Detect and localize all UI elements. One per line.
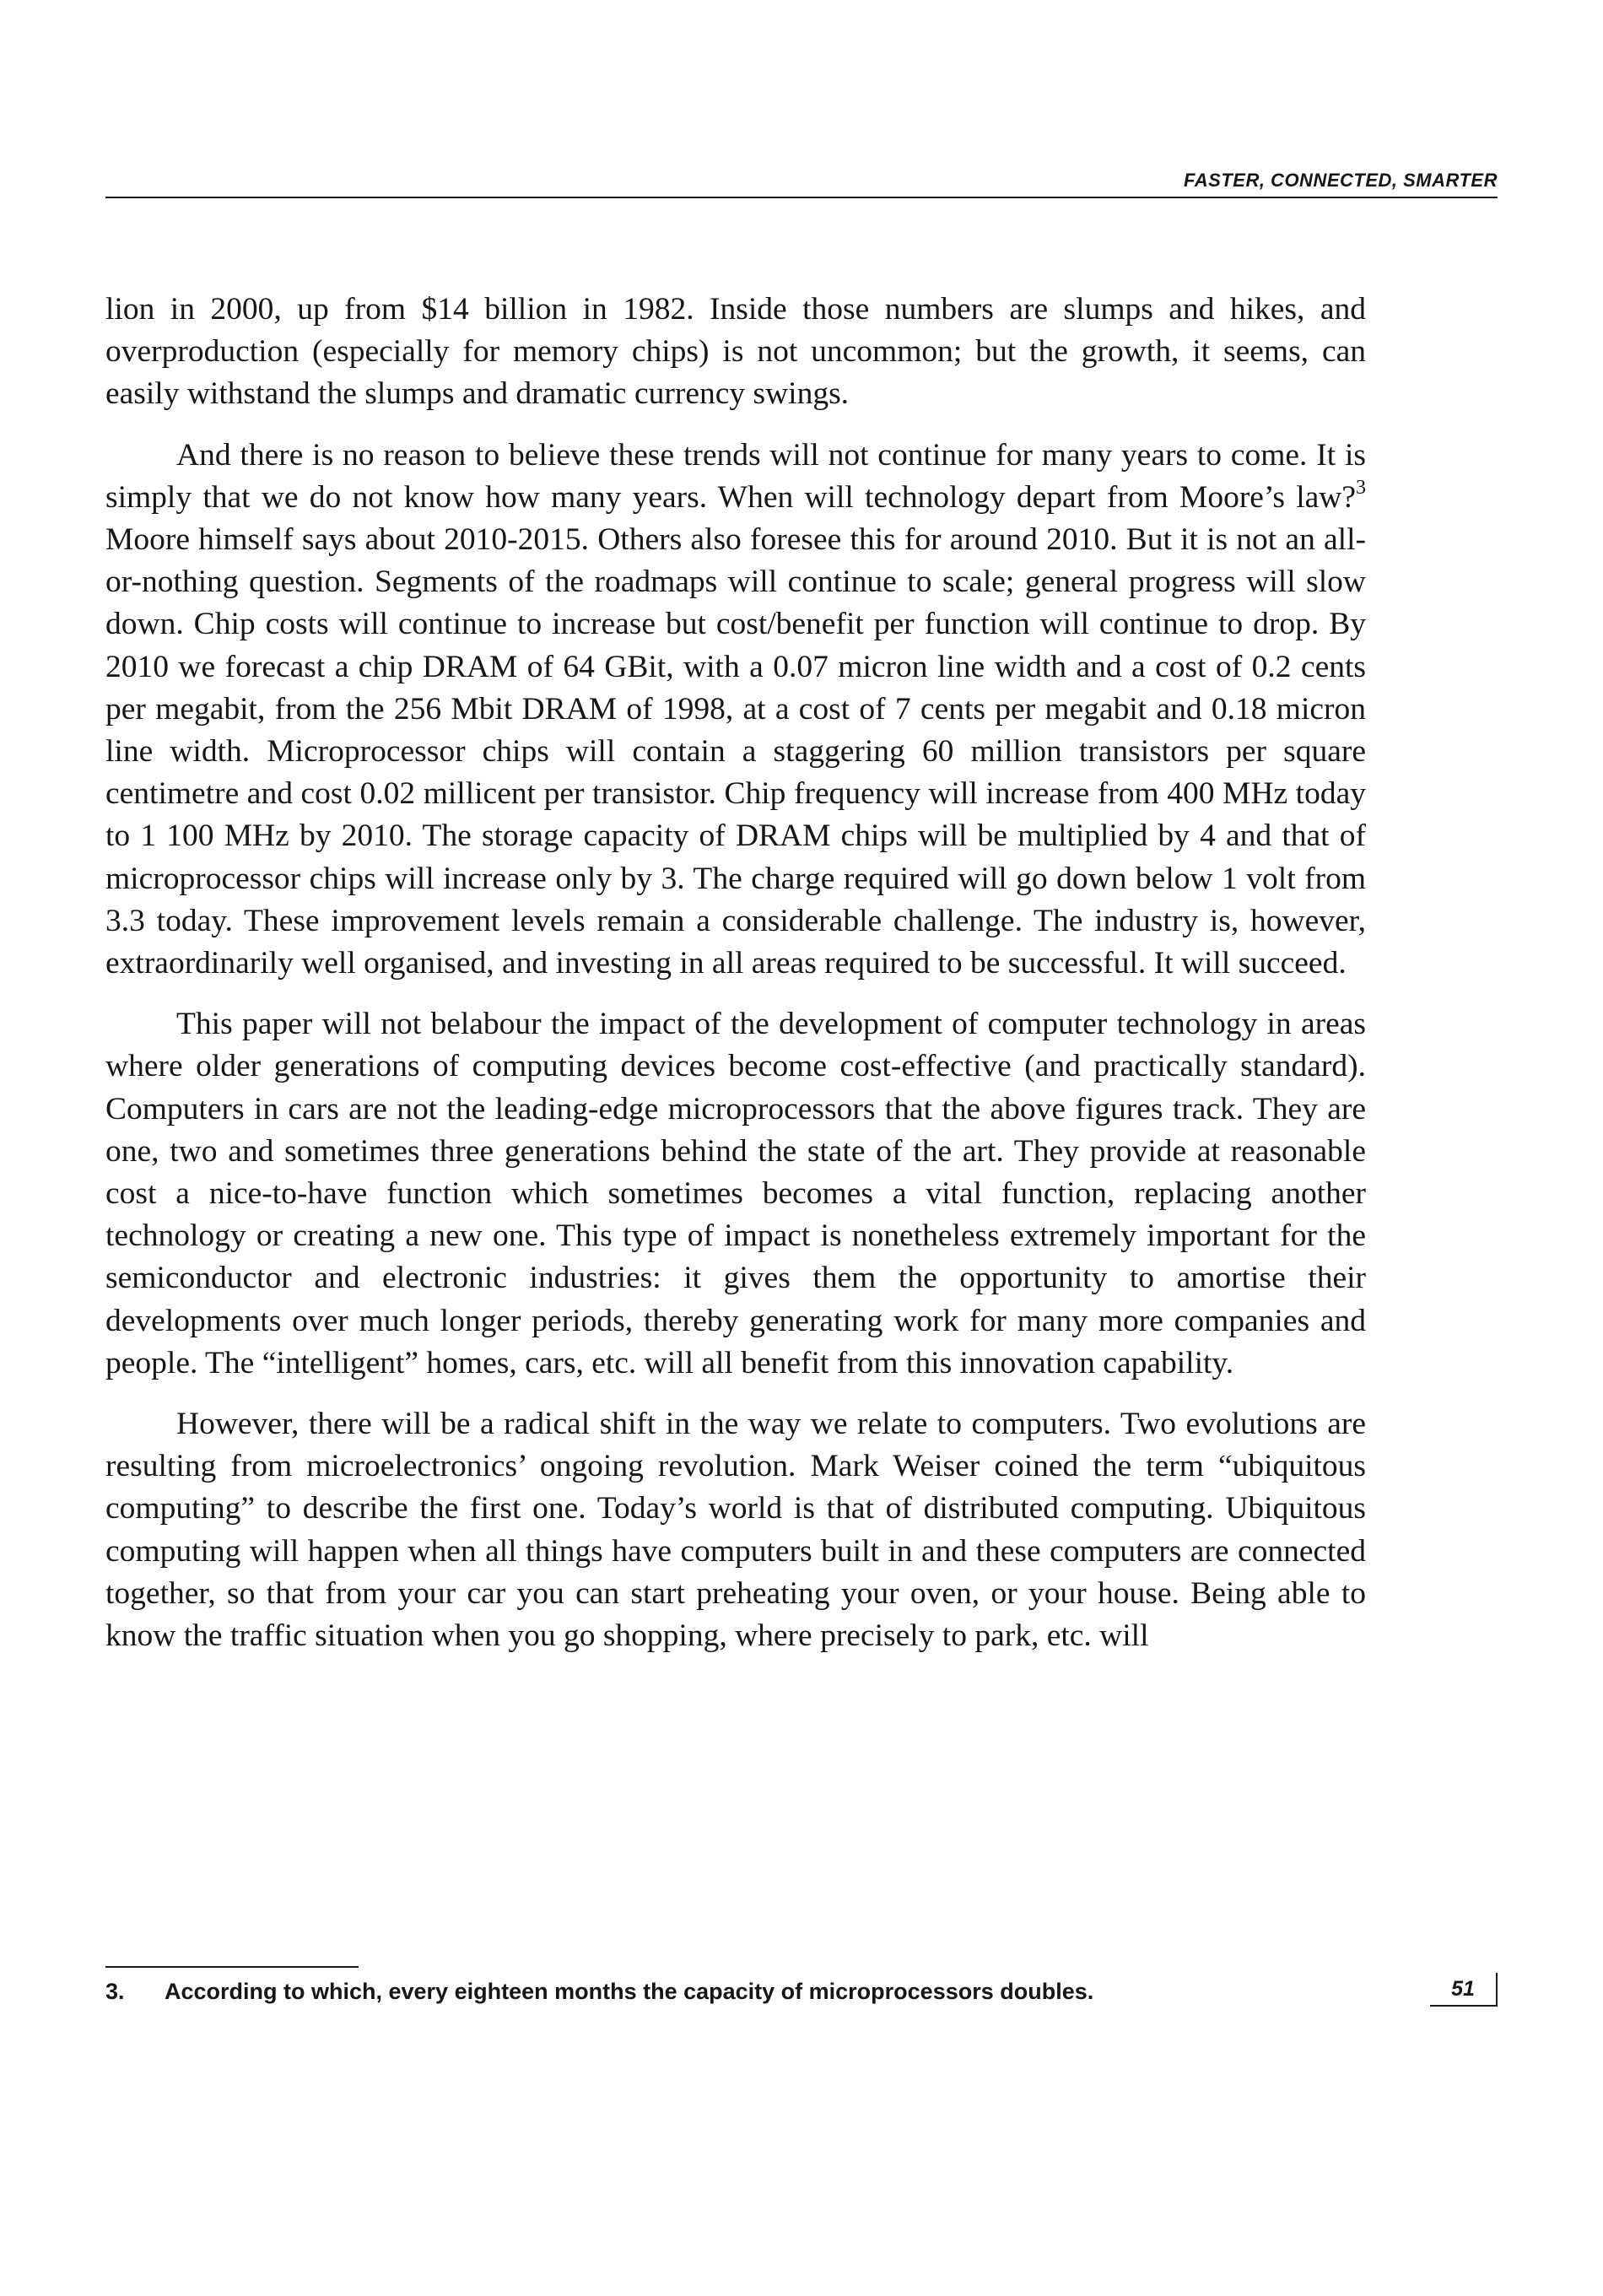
running-head: FASTER, CONNECTED, SMARTER	[1184, 170, 1498, 191]
footnote-number: 3.	[105, 1979, 125, 2004]
page-number: 51	[1430, 1973, 1498, 2007]
paragraph-4: However, there will be a radical shift in the way we relate to computers. Two evolutions are resulting from microelectronics’ ongoing revolution. Mark Weiser coined the term “ubiquitous computing” to describe the first one. Today’s world is that of distributed computing. Ubiquitous computing will happen when all things have computers built in and these computers are connected together, so that from your car you can start preheating your oven, or your house. Being able to know the traffic situation when you go shopping, where precisely to park, etc. will	[105, 1407, 1366, 1654]
header-rule	[105, 197, 1498, 198]
footnote	[105, 1976, 1329, 2007]
paragraph-2	[105, 435, 1366, 986]
paragraph-1: lion in 2000, up from $14 billion in 1982. Inside those numbers are slumps and hikes, and overproduction (especially for memory chips) is not uncommon; but the growth, it seems, can easily withstand the slumps and dramatic currency swings.	[105, 292, 1366, 412]
footnote-reference-3[interactable]: 3	[1356, 477, 1366, 500]
footnote-rule	[105, 1966, 359, 1968]
footnote-text: According to which, every eighteen months the capacity of microprocessors doubles.	[165, 1979, 1094, 2004]
paragraph-2-text-a: And there is no reason to believe these trends will not continue for many years to come. It is simply that we do not know how many years. When will technology depart from Moore’s law?	[105, 437, 1366, 515]
paragraph-3: This paper will not belabour the impact of the development of computer technology in areas where older generations of computing devices become cost-effective (and practically standard). Computers in cars are not the leading-edge microprocessors that the above figures track. They are one, two and sometimes three generations behind the state of the art. They provide at reasonable cost a nice-to-have function which sometimes becomes a vital function, replacing another technology or creating a new one. This type of impact is nonetheless extremely important for the semiconductor and electronic industries: it gives them the opportunity to amortise their developments over much longer periods, thereby generating work for many more companies and people. The “intelligent” homes, cars, etc. will all benefit from this innovation capability.	[105, 1007, 1366, 1380]
body-text	[105, 289, 1366, 1676]
paragraph-2-text-b: Moore himself says about 2010-2015. Others also foresee this for around 2010. But it is not an all-or-nothing question. Segments of the roadmaps will continue to scale; general progress will slow down. Chip costs will continue to increase but cost/benefit per function will continue to drop. By 2010 we forecast a chip DRAM of 64 GBit, with a 0.07 micron line width and a cost of 0.2 cents per megabit, from the 256 Mbit DRAM of 1998, at a cost of 7 cents per megabit and 0.18 micron line width. Microprocessor chips will contain a staggering 60 million transistors per square centimetre and cost 0.02 millicent per transistor. Chip frequency will increase from 400 MHz today to 1 100 MHz by 2010. The storage capacity of DRAM chips will be multiplied by 4 and that of microprocessor chips will increase only by 3. The charge required will go down below 1 volt from 3.3 today. These improvement levels remain a considerable challenge. The industry is, however, extraordinarily well organised, and investing in all areas required to be successful. It will succeed.	[105, 522, 1366, 981]
